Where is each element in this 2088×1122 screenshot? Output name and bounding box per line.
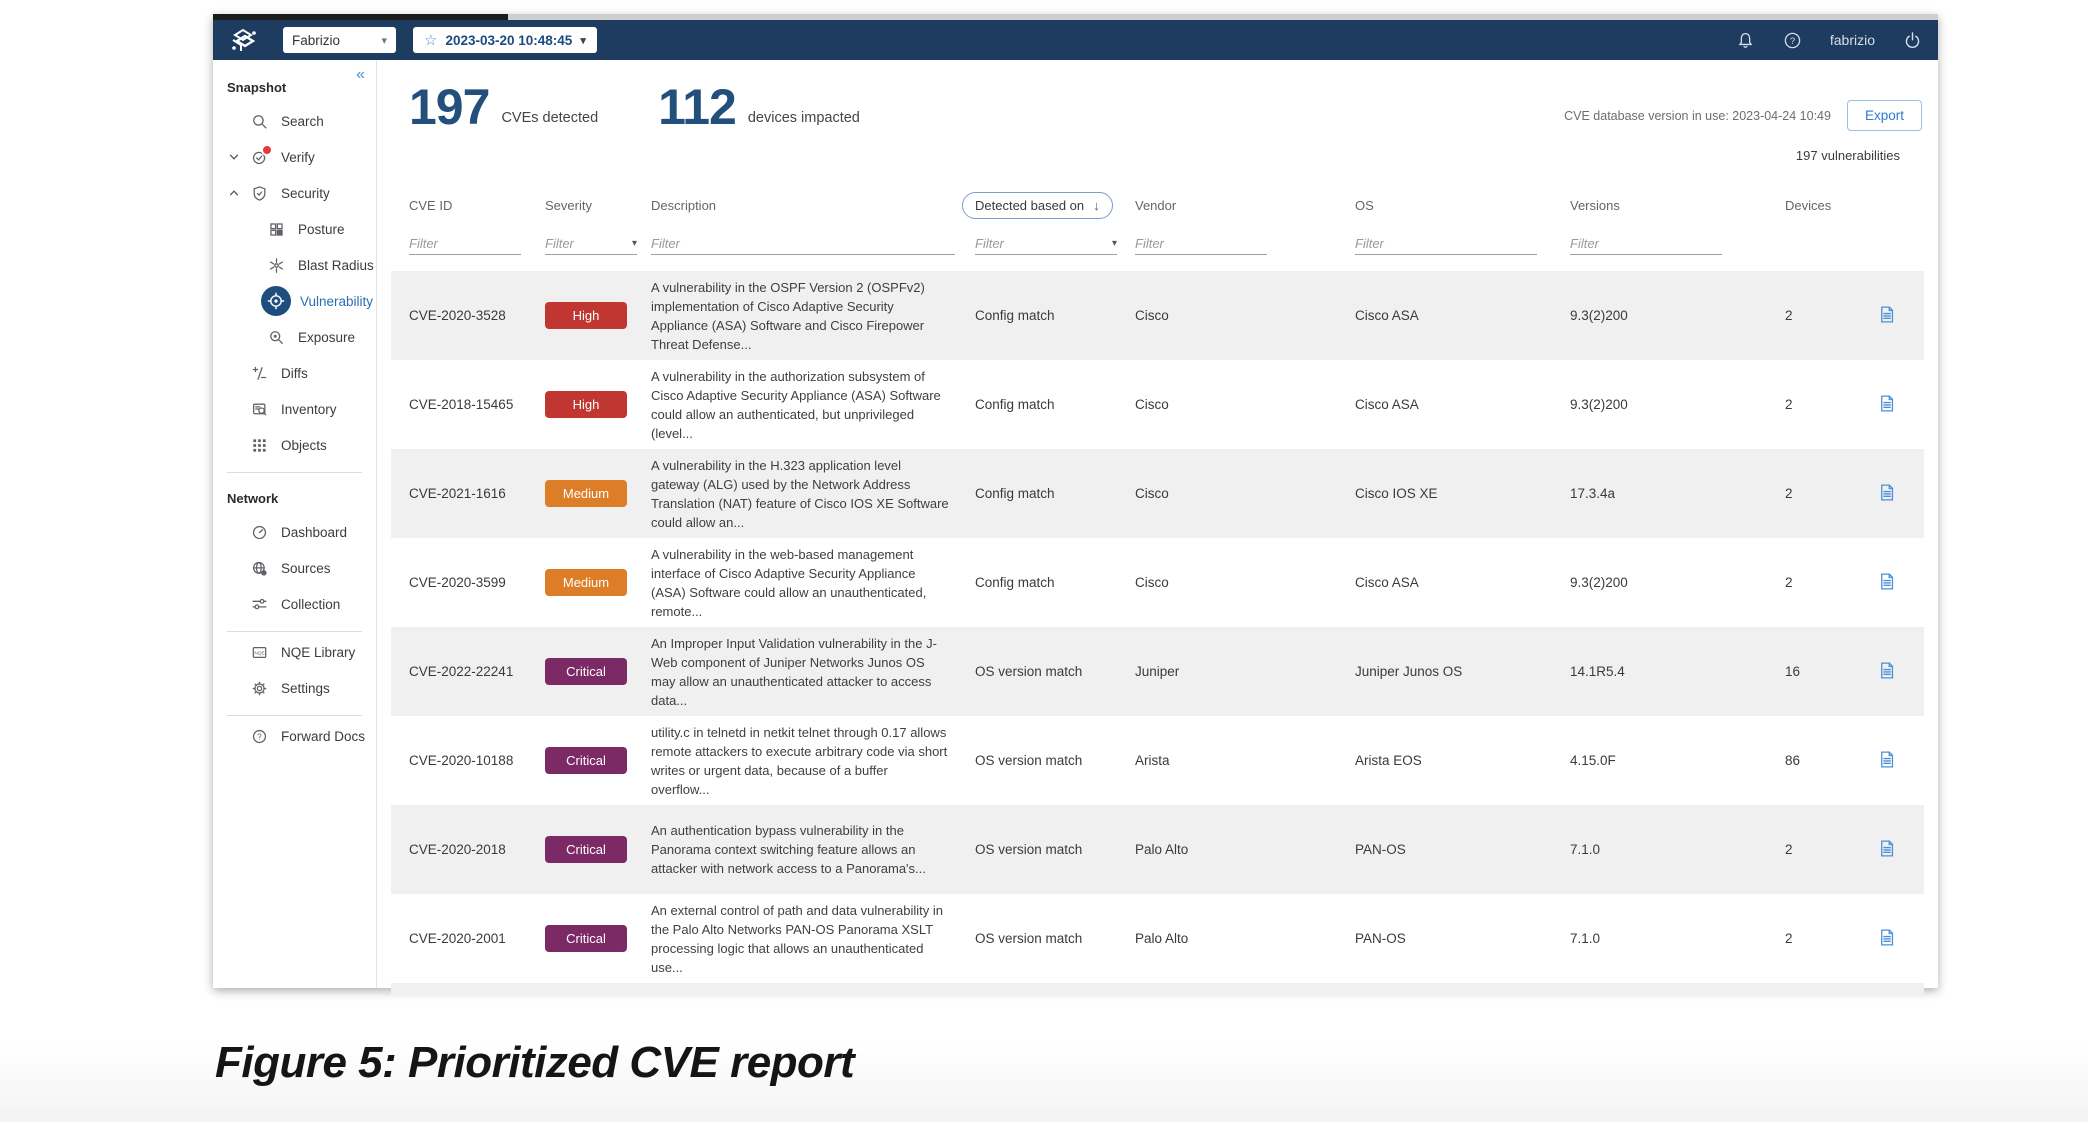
header-right (1564, 100, 1922, 131)
sidebar-item-objects[interactable] (213, 427, 376, 463)
sidebar-section-network: Network (227, 491, 279, 506)
devices-count-cell: 2 (1785, 308, 1793, 323)
sidebar-item-diffs[interactable] (213, 355, 376, 391)
os-cell: Juniper Junos OS (1355, 664, 1463, 679)
sidebar-item-label: Security (281, 185, 330, 201)
filter-vendor-input[interactable] (1135, 236, 1267, 251)
severity-badge: Critical (545, 925, 627, 952)
security-icon (250, 184, 268, 202)
os-cell: Cisco IOS XE (1355, 486, 1438, 501)
versions-cell: 9.3(2)200 (1570, 575, 1628, 590)
device-report-icon[interactable] (1877, 483, 1896, 502)
device-report-icon[interactable] (1877, 305, 1896, 324)
sidebar-divider (227, 631, 362, 632)
notification-dot (261, 144, 273, 156)
vendor-cell: Arista (1135, 753, 1170, 768)
chevron-down-icon[interactable]: ▾ (1111, 238, 1117, 249)
sidebar-item-forward-docs[interactable] (213, 718, 376, 754)
vendor-cell: Juniper (1135, 664, 1180, 679)
sidebar-item-inventory[interactable] (213, 391, 376, 427)
severity-badge: High (545, 391, 627, 418)
device-report-icon[interactable] (1877, 839, 1896, 858)
versions-cell: 9.3(2)200 (1570, 397, 1628, 412)
col-header-os: OS (1355, 198, 1374, 213)
os-cell: PAN-OS (1355, 842, 1406, 857)
devices-count-cell: 2 (1785, 486, 1793, 501)
nqe-library-icon (250, 643, 268, 661)
cve-id-cell: CVE-2020-3599 (409, 575, 506, 590)
severity-badge: Critical (545, 836, 627, 863)
vendor-cell: Palo Alto (1135, 842, 1189, 857)
svg-text:NQE: NQE (253, 650, 265, 656)
sidebar-item-nqe-library[interactable] (213, 634, 376, 670)
detected-based-on-cell: Config match (975, 575, 1055, 590)
col-header-severity: Severity (545, 198, 592, 213)
device-report-icon[interactable] (1877, 572, 1896, 591)
figure-caption: Figure 5: Prioritized CVE report (215, 1038, 855, 1087)
filter-cve-id-input[interactable] (409, 236, 521, 251)
main-content (377, 60, 1938, 988)
chevron-up-icon[interactable] (228, 187, 240, 199)
vulnerability-total: 197 vulnerabilities (1795, 148, 1900, 163)
chevron-down-icon: ▾ (381, 34, 387, 47)
detected-based-on-cell: OS version match (975, 842, 1083, 857)
device-count-label: devices impacted (747, 110, 860, 126)
os-cell: Arista EOS (1355, 753, 1422, 768)
devices-count-cell: 16 (1785, 664, 1801, 679)
filter-severity-input[interactable] (545, 236, 630, 251)
severity-badge: High (545, 302, 627, 329)
star-icon[interactable]: ☆ (424, 32, 438, 49)
sidebar-item-label: Settings (281, 680, 330, 696)
topbar (213, 20, 1938, 60)
device-report-icon[interactable] (1877, 750, 1896, 769)
vendor-cell: Palo Alto (1135, 931, 1189, 946)
vendor-cell: Cisco (1135, 397, 1169, 412)
table-row[interactable] (391, 538, 1924, 627)
sidebar-item-settings[interactable] (213, 670, 376, 706)
sidebar-item-blast-radius[interactable] (213, 247, 376, 283)
col-header-description: Description (651, 198, 717, 213)
severity-badge: Critical (545, 747, 627, 774)
col-header-devices: Devices (1785, 198, 1832, 213)
notifications-bell-icon[interactable] (1736, 31, 1755, 50)
svg-text:?: ? (1789, 35, 1796, 47)
sidebar-section-snapshot: Snapshot (227, 80, 287, 95)
vendor-cell: Cisco (1135, 486, 1169, 501)
cve-db-version: CVE database version in use: 2023-04-24 10:49 (1564, 108, 1831, 123)
sidebar-item-security[interactable] (213, 175, 376, 211)
versions-cell: 7.1.0 (1570, 842, 1601, 857)
sidebar-item-vulnerability[interactable] (213, 283, 376, 319)
detected-based-on-cell: OS version match (975, 664, 1083, 679)
table-header-row (409, 192, 1924, 219)
col-header-cve-id: CVE ID (409, 198, 453, 213)
vendor-cell: Cisco (1135, 575, 1169, 590)
sidebar-item-label: Search (281, 113, 324, 129)
cve-id-cell: CVE-2018-15465 (409, 397, 514, 412)
power-logout-icon[interactable] (1903, 31, 1922, 50)
severity-badge: Medium (545, 569, 627, 596)
severity-badge: Medium (545, 480, 627, 507)
sidebar-item-label: Posture (298, 221, 345, 237)
export-button[interactable]: Export (1847, 100, 1922, 131)
sidebar-item-sources[interactable] (213, 550, 376, 586)
os-cell: Cisco ASA (1355, 308, 1419, 323)
cve-id-cell: CVE-2020-3528 (409, 308, 506, 323)
cve-count-label: CVEs detected (501, 110, 599, 126)
devices-count-cell: 2 (1785, 931, 1793, 946)
table-row[interactable] (391, 449, 1924, 538)
chevron-down-icon: ▾ (580, 34, 586, 47)
sidebar-item-label: Blast Radius (298, 257, 374, 273)
cve-count: 197 (409, 79, 490, 135)
device-report-icon[interactable] (1877, 661, 1896, 680)
inventory-icon (250, 400, 268, 418)
filter-os-input[interactable] (1355, 236, 1537, 251)
table-row[interactable] (391, 805, 1924, 894)
sidebar-item-posture[interactable] (213, 211, 376, 247)
cve-id-cell: CVE-2020-10188 (409, 753, 514, 768)
devices-count-cell: 2 (1785, 842, 1793, 857)
search-icon (250, 112, 268, 130)
cve-table (409, 192, 1924, 996)
os-cell: Cisco ASA (1355, 397, 1419, 412)
sidebar-item-label: Dashboard (281, 524, 348, 540)
svg-text:?: ? (256, 731, 262, 741)
devices-count-cell: 86 (1785, 753, 1801, 768)
sidebar-divider (227, 715, 362, 716)
description-cell: A vulnerability in the OSPF Version 2 (OSPFv2) implementation of Cisco Adaptive Security Appliance (ASA) Software and Cisco Firepower Threat Defense... (651, 279, 925, 352)
partial-row (391, 983, 1924, 996)
description-cell: A vulnerability in the web-based management interface of Cisco Adaptive Security Appliance (ASA) Software could allow an unauthenticated, remote... (651, 546, 927, 619)
collapse-sidebar-icon[interactable]: « (356, 66, 365, 83)
table-filter-row (409, 227, 1924, 255)
col-header-detected: Detected based on (975, 198, 1085, 213)
filter-description-input[interactable] (651, 236, 955, 251)
versions-cell: 17.3.4a (1570, 486, 1616, 501)
sidebar-item-collection[interactable] (213, 586, 376, 622)
description-cell: A vulnerability in the H.323 application level gateway (ALG) used by the Network Address Translation (NAT) feature of Cisco IOS XE Software could allow an... (651, 457, 949, 530)
description-cell: utility.c in telnetd in netkit telnet through 0.17 allows remote attackers to execute arbitrary code via short writes or urgent data, because of a buffer overflow... (651, 724, 948, 797)
network-select[interactable] (283, 27, 396, 53)
cve-id-cell: CVE-2022-22241 (409, 664, 514, 679)
versions-cell: 4.15.0F (1570, 753, 1616, 768)
forward-docs-icon (250, 727, 268, 745)
sort-detected-based-on[interactable] (962, 192, 1113, 219)
snapshot-date-value: 2023-03-20 10:48:45 (445, 32, 573, 48)
filter-detected-input[interactable] (975, 236, 1110, 251)
table-rows (409, 271, 1924, 983)
table-row[interactable] (391, 271, 1924, 360)
posture-icon (267, 220, 285, 238)
collection-icon (250, 595, 268, 613)
detected-based-on-cell: Config match (975, 486, 1055, 501)
app-window (213, 14, 1938, 988)
description-cell: An Improper Input Validation vulnerability in the J-Web component of Juniper Networks Junos OS may allow an unauthenticated attacker to access data... (651, 635, 937, 708)
forward-networks-logo-icon (226, 27, 262, 54)
os-cell: Cisco ASA (1355, 575, 1419, 590)
help-icon[interactable] (1783, 31, 1802, 50)
cve-id-cell: CVE-2021-1616 (409, 486, 506, 501)
table-row[interactable] (391, 360, 1924, 449)
sidebar (213, 60, 377, 988)
table-row[interactable] (391, 894, 1924, 983)
vulnerability-icon (261, 286, 291, 316)
severity-badge: Critical (545, 658, 627, 685)
blast-radius-icon (267, 256, 285, 274)
detected-based-on-cell: OS version match (975, 931, 1083, 946)
devices-count-cell: 2 (1785, 575, 1793, 590)
sidebar-item-label: Forward Docs (281, 728, 366, 744)
sort-descending-arrow-icon: ↓ (1093, 198, 1100, 213)
diffs-icon (250, 364, 268, 382)
devices-count-cell: 2 (1785, 397, 1793, 412)
sidebar-divider (227, 472, 362, 473)
vendor-cell: Cisco (1135, 308, 1169, 323)
detected-based-on-cell: Config match (975, 308, 1055, 323)
verify-icon (250, 148, 268, 166)
sidebar-item-label: Verify (281, 149, 315, 165)
table-row[interactable] (391, 627, 1924, 716)
sidebar-item-label: Diffs (281, 365, 308, 381)
chevron-down-icon[interactable]: ▾ (631, 238, 637, 249)
table-row[interactable] (391, 716, 1924, 805)
cve-id-cell: CVE-2020-2018 (409, 842, 506, 857)
detected-based-on-cell: Config match (975, 397, 1055, 412)
versions-cell: 14.1R5.4 (1570, 664, 1625, 679)
sidebar-item-label: Vulnerability (300, 293, 374, 309)
sidebar-item-label: Inventory (281, 401, 337, 417)
sidebar-item-label: Sources (281, 560, 331, 576)
sources-icon (250, 559, 268, 577)
detected-based-on-cell: OS version match (975, 753, 1083, 768)
sidebar-item-label: NQE Library (281, 644, 356, 660)
device-report-icon[interactable] (1877, 394, 1896, 413)
sidebar-item-label: Exposure (298, 329, 356, 345)
description-cell: An authentication bypass vulnerability in the Panorama context switching feature allows an attacker with network access to a Panorama's... (651, 823, 926, 876)
versions-cell: 7.1.0 (1570, 931, 1601, 946)
settings-icon (250, 679, 268, 697)
device-count: 112 (658, 79, 736, 135)
network-select-value: Fabrizio (292, 32, 341, 48)
description-cell: A vulnerability in the authorization subsystem of Cisco Adaptive Security Appliance (ASA) Software could allow an authenticated, but unprivileged (level... (651, 368, 941, 441)
os-cell: PAN-OS (1355, 931, 1406, 946)
exposure-icon (267, 328, 285, 346)
topbar-right (1736, 31, 1922, 50)
sidebar-item-dashboard[interactable] (213, 514, 376, 550)
objects-icon (250, 436, 268, 454)
cve-id-cell: CVE-2020-2001 (409, 931, 506, 946)
sidebar-item-label: Collection (281, 596, 341, 612)
versions-cell: 9.3(2)200 (1570, 308, 1628, 323)
col-header-versions: Versions (1570, 198, 1620, 213)
device-report-icon[interactable] (1877, 928, 1896, 947)
dashboard-icon (250, 523, 268, 541)
sidebar-item-label: Objects (281, 437, 327, 453)
sidebar-item-exposure[interactable] (213, 319, 376, 355)
sidebar-item-search[interactable] (213, 103, 376, 139)
description-cell: An external control of path and data vulnerability in the Palo Alto Networks PAN-OS Panorama XSLT processing logic that allows an unauthenticated use... (651, 902, 943, 975)
chevron-down-icon[interactable] (228, 151, 240, 163)
col-header-vendor: Vendor (1135, 198, 1177, 213)
snapshot-date-button[interactable] (413, 27, 597, 53)
filter-versions-input[interactable] (1570, 236, 1722, 251)
username[interactable]: fabrizio (1829, 32, 1875, 48)
sidebar-item-verify[interactable] (213, 139, 376, 175)
